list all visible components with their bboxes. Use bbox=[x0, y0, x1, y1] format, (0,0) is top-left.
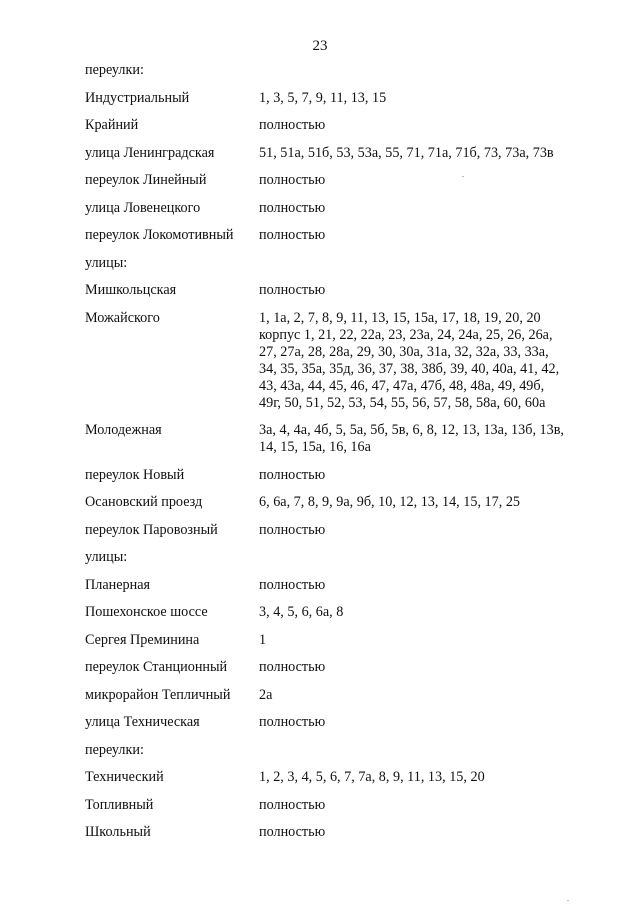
list-item bbox=[85, 824, 605, 852]
list-item bbox=[85, 549, 605, 577]
street-name: переулки: bbox=[85, 62, 144, 78]
list-item bbox=[85, 117, 605, 145]
list-item bbox=[85, 577, 605, 605]
street-name: улица Ловенецкого bbox=[85, 199, 201, 216]
house-numbers: 3а, 4, 4а, 4б, 5, 5а, 5б, 5в, 6, 8, 12, 13, 13а, 13б, 13в, 14, 15, 15а, 16, 16а bbox=[259, 422, 564, 455]
house-numbers: полностью bbox=[259, 227, 326, 243]
list-item bbox=[85, 90, 605, 118]
list-item bbox=[85, 227, 605, 255]
street-name: Крайний bbox=[85, 117, 139, 133]
house-numbers: полностью bbox=[259, 659, 326, 675]
street-name: Пошехонское шоссе bbox=[85, 604, 208, 620]
house-numbers: 3, 4, 5, 6, 6а, 8 bbox=[259, 604, 344, 620]
list-item bbox=[85, 769, 605, 797]
house-numbers: полностью bbox=[259, 117, 326, 133]
street-name: Топливный bbox=[85, 796, 154, 813]
street-name: переулки: bbox=[85, 741, 144, 758]
house-numbers: 1, 1а, 2, 7, 8, 9, 11, 13, 15, 15а, 17, 18, 19, 20, 20 корпус 1, 21, 22, 22а, 23, 23а, 24, 24а, 25, 26, 26а, 27, 27а, 28, 28а, 29, 30, 30а, 31а, 32, 32а, 33, 33а, 34, 35, 35а, 35д, 36, 37, 38, 38б, 39, 40, 40а, 41, 42, 43, 43а, 44, 45, 46, 47, 47а, 47б, 48, 48а, 49, 49б, 49г, 50, 51, 52, 53, 54, 55, 56, 57, 58, 58а, 60, 60а bbox=[259, 309, 560, 411]
street-name: Планерная bbox=[85, 576, 151, 593]
house-numbers: 2а bbox=[259, 686, 273, 703]
house-numbers: полностью bbox=[259, 824, 326, 840]
house-numbers: полностью bbox=[259, 172, 326, 188]
house-numbers: полностью bbox=[259, 576, 326, 593]
house-numbers: полностью bbox=[259, 521, 326, 538]
list-item bbox=[85, 200, 605, 228]
list-item bbox=[85, 494, 605, 522]
street-name: Можайского bbox=[85, 309, 160, 326]
list-item bbox=[85, 255, 605, 283]
list-item bbox=[85, 742, 605, 770]
house-numbers: полностью bbox=[259, 466, 326, 483]
street-name: Мишкольцская bbox=[85, 282, 177, 298]
street-name: переулок Станционный bbox=[85, 659, 228, 675]
street-name: улица Ленинградская bbox=[85, 144, 215, 161]
house-numbers: 1, 3, 5, 7, 9, 11, 13, 15 bbox=[259, 89, 387, 106]
list-item bbox=[85, 282, 605, 310]
list-item bbox=[85, 62, 605, 90]
street-name: переулок Паровозный bbox=[85, 521, 218, 538]
list-item bbox=[85, 687, 605, 715]
house-numbers: 1 bbox=[259, 631, 267, 648]
list-item bbox=[85, 659, 605, 687]
list-item bbox=[85, 604, 605, 632]
scan-speck bbox=[567, 900, 569, 901]
street-name: Индустриальный bbox=[85, 89, 190, 106]
street-name: Осановский проезд bbox=[85, 494, 203, 510]
street-name: улица Техническая bbox=[85, 714, 200, 730]
list-item bbox=[85, 172, 605, 200]
list-item bbox=[85, 467, 605, 495]
street-list bbox=[85, 62, 605, 852]
house-numbers: полностью bbox=[259, 282, 326, 298]
street-name: улицы: bbox=[85, 549, 128, 565]
list-item bbox=[85, 632, 605, 660]
street-name: переулок Новый bbox=[85, 466, 185, 483]
house-numbers: полностью bbox=[259, 199, 326, 216]
street-name: улицы: bbox=[85, 254, 128, 271]
house-numbers: 51, 51а, 51б, 53, 53а, 55, 71, 71а, 71б, 73, 73а, 73в bbox=[259, 144, 554, 161]
street-name: Молодежная bbox=[85, 422, 162, 438]
list-item bbox=[85, 522, 605, 550]
street-name: переулок Локомотивный bbox=[85, 227, 234, 243]
house-numbers: полностью bbox=[259, 714, 326, 730]
list-item bbox=[85, 797, 605, 825]
house-numbers: 1, 2, 3, 4, 5, 6, 7, 7а, 8, 9, 11, 13, 15, 20 bbox=[259, 769, 485, 785]
page-number: 23 bbox=[312, 38, 328, 54]
street-name: переулок Линейный bbox=[85, 172, 207, 188]
street-name: Технический bbox=[85, 769, 164, 785]
list-item bbox=[85, 714, 605, 742]
street-name: Школьный bbox=[85, 824, 151, 840]
scan-speck bbox=[462, 176, 464, 177]
street-name: микрорайон Тепличный bbox=[85, 686, 231, 703]
list-item bbox=[85, 422, 605, 467]
house-numbers: полностью bbox=[259, 796, 326, 813]
street-name: Сергея Преминина bbox=[85, 631, 200, 648]
list-item bbox=[85, 145, 605, 173]
list-item bbox=[85, 310, 605, 423]
house-numbers: 6, 6а, 7, 8, 9, 9а, 9б, 10, 12, 13, 14, 15, 17, 25 bbox=[259, 494, 521, 510]
